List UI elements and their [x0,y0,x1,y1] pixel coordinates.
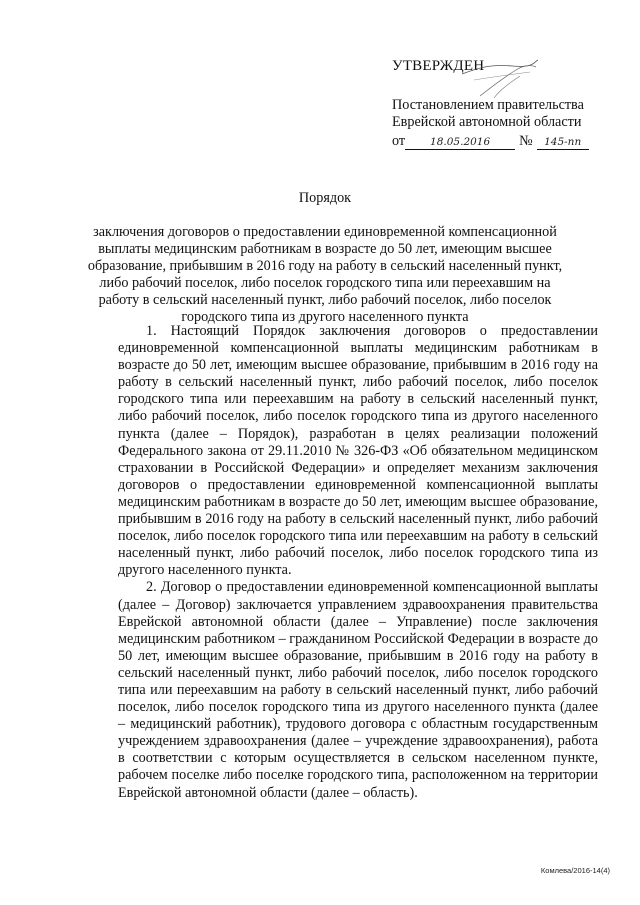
approval-line-1: Постановлением правительства [392,97,584,113]
signature-scribble [460,58,540,100]
paragraph-1: 1. Настоящий Порядок заключения договоров о предоставлении единовременной компенсационной выплаты медицинским работникам в возрасте до 50 лет, имеющим высшее образование, прибывшим в 2016 году на работу в сельский населенный пункт, либо рабочий поселок, либо поселок городского типа или переехавшим на работу в сельский населенный пункт, либо рабочий поселок, либо поселок городского типа из другого населенного пункта (далее – Порядок), разработан в целях реализации положений Федерального закона от 29.11.2010 № 326-ФЗ «Об обязательном медицинском страховании в Российской Федерации» и определяет механизм заключения договоров о предоставлении единовременной компенсационной выплаты медицинским работникам в возрасте до 50 лет, имеющим высшее образование, прибывшим в 2016 году на работу в сельский населенный пункт, либо рабочий поселок, либо поселок городского типа или переехавшим на работу в сельский населенный пункт, либо рабочий поселок, либо поселок городского типа из другого населенного пункта. [118,323,598,579]
approval-line-2: Еврейской автономной области [392,114,582,130]
handwritten-number: 145-пп [537,136,589,150]
number-prefix: № [519,133,533,149]
approval-label: УТВЕРЖДЕН [392,58,485,74]
title-text: заключения договоров о предоставлении единовременной компенсационной выплаты медицинским работникам в возрасте до 50 лет, имеющим высшее образование, прибывшим в 2016 году на работу в сельский населенный пункт, либо рабочий поселок, либо поселок городского типа или переехавшим на работу в сельский населенный пункт, либо рабочий поселок, либо поселок городского типа из другого населенного пункта [87,224,563,325]
title-heading: Порядок [298,190,352,206]
document-title [80,190,570,326]
document-body [118,323,598,802]
handwritten-date: 18.05.2016 [405,136,515,150]
approval-date-line [392,133,604,150]
footer-code: Комлева/2016-14(4) [540,866,610,875]
date-prefix: от [392,133,406,149]
paragraph-2: 2. Договор о предоставлении единовременной компенсационной выплаты (далее – Договор) заключается управлением здравоохранения правительства Еврейской автономной области (далее – Управление) после заключения медицинским работником – гражданином Российской Федерации в возрасте до 50 лет, имеющим высшее образование, прибывшим в 2016 году на работу в сельский населенный пункт, либо рабочий поселок, либо поселок городского типа или переехавшим на работу в сельский населенный пункт, либо рабочий поселок, либо поселок городского типа из другого населенного пункта (далее – медицинский работник), трудового договора с областным государственным учреждением здравоохранения (далее – учреждение здравоохранения), работа в соответствии с которым осуществляется в сельском населенном пункте, рабочем поселке либо поселке городского типа, расположенном на территории Еврейской автономной области (далее – область). [118,579,598,801]
